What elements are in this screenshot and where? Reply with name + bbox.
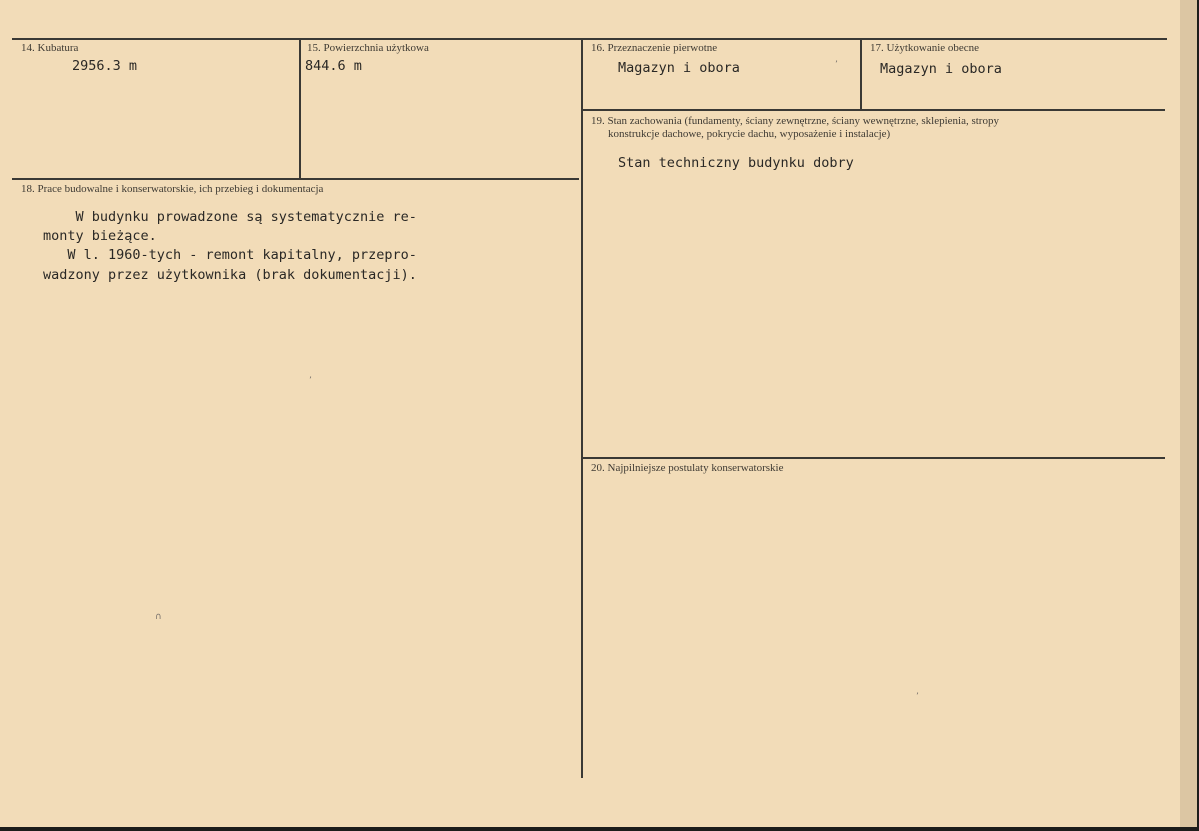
field-16-label: 16. Przeznaczenie pierwotne [591,42,718,54]
field-14-label: 14. Kubatura [21,42,79,54]
rule-above-field-19 [582,109,1165,111]
field-17-label: 17. Użytkowanie obecne [870,42,980,54]
paper-edge-shadow [1180,0,1197,827]
divider-14-15 [299,39,301,179]
field-18-line-1: W budynku prowadzone są systematycznie re- [43,209,417,225]
main-column-divider [581,39,583,778]
divider-16-17 [860,39,862,110]
field-18-line-4: wadzony przez użytkownika (brak dokumentacji). [43,267,417,283]
field-19-value: Stan techniczny budynku dobry [618,155,854,171]
field-14-value: 2956.3 m [72,58,138,74]
field-17-value: Magazyn i obora [880,61,1002,77]
field-15-label: 15. Powierzchnia użytkowa [307,42,429,54]
paper-speck: ʼ [916,692,919,702]
field-18-label: 18. Prace budowalne i konserwatorskie, ich przebieg i dokumentacja [21,183,324,195]
rule-above-field-20 [582,457,1165,459]
field-20-label: 20. Najpilniejsze postulaty konserwatorskie [591,462,784,474]
field-16-value: Magazyn i obora [618,60,740,76]
paper-speck: ∩ [155,612,162,622]
top-rule [12,38,1167,40]
field-19-label-line2: konstrukcje dachowe, pokrycie dachu, wyposażenie i instalacje) [608,128,891,140]
paper-speck: ʼ [835,60,838,70]
paper-speck: ʼ [309,376,312,386]
field-18-line-2: monty bieżące. [43,228,157,244]
rule-above-field-18 [12,178,579,180]
field-18-line-3: W l. 1960-tych - remont kapitalny, przepro- [43,247,417,263]
field-15-value: 844.6 m [305,58,362,74]
field-19-label-line1: 19. Stan zachowania (fundamenty, ściany zewnętrzne, ściany wewnętrzne, sklepienia, stropy [591,115,999,127]
